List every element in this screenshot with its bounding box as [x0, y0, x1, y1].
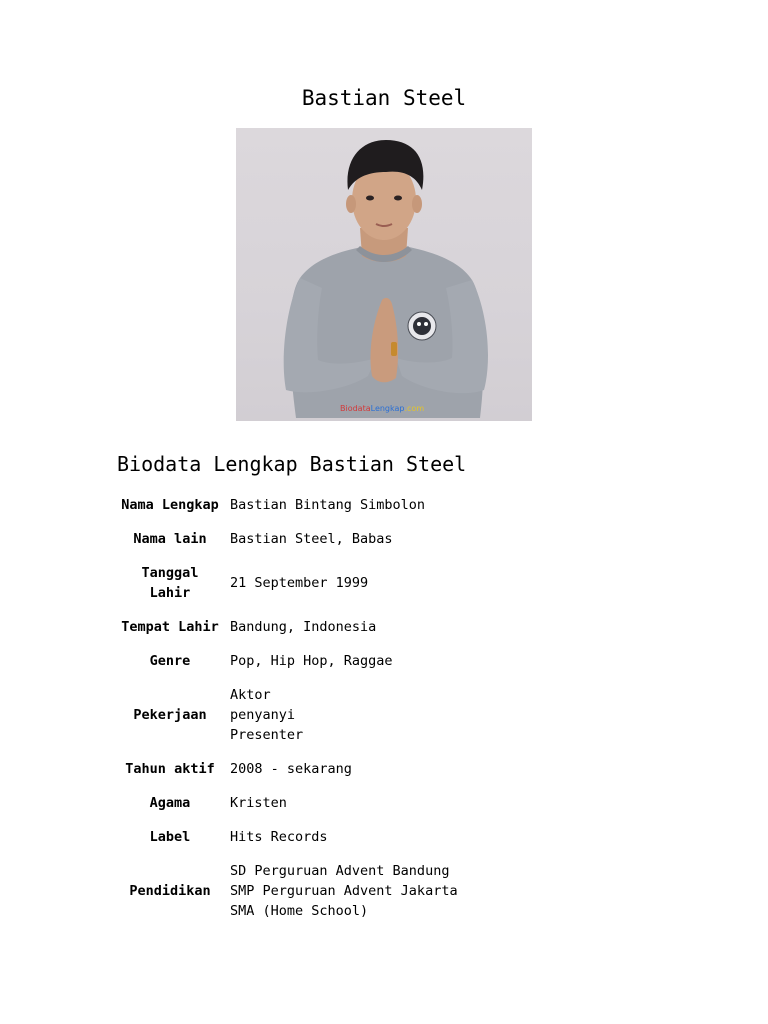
row-label: Tahun aktif: [125, 761, 215, 777]
row-value: [226, 488, 461, 522]
table-row: [116, 522, 461, 556]
row-value: [226, 854, 461, 928]
row-value: [226, 610, 461, 644]
row-value-line: 2008 - sekarang: [230, 761, 352, 777]
section-heading: Biodata Lengkap Bastian Steel: [117, 452, 467, 476]
row-value: [226, 752, 461, 786]
table-row: [116, 820, 461, 854]
row-value-line: SMP Perguruan Advent Jakarta: [230, 883, 458, 899]
row-value: [226, 786, 461, 820]
row-label: Nama Lengkap: [121, 497, 219, 513]
row-value-line: Bastian Steel, Babas: [230, 531, 393, 547]
table-row: [116, 786, 461, 820]
row-label: Agama: [149, 795, 191, 811]
row-label: Nama lain: [133, 531, 207, 547]
table-row: [116, 556, 461, 610]
row-value: [226, 820, 461, 854]
row-value-line: Bandung, Indonesia: [230, 619, 377, 635]
row-label: Genre: [149, 653, 191, 669]
row-label: Tanggal Lahir: [141, 565, 199, 601]
row-label: Pendidikan: [129, 883, 211, 899]
table-row: [116, 678, 461, 752]
table-row: [116, 610, 461, 644]
row-value: [226, 678, 461, 752]
row-value-line: 21 September 1999: [230, 575, 369, 591]
row-label: Pekerjaan: [133, 707, 207, 723]
row-value-line: penyanyi: [230, 707, 296, 723]
row-value: [226, 556, 461, 610]
row-label: Tempat Lahir: [121, 619, 219, 635]
photo-watermark: BiodataLengkap.com: [340, 404, 425, 413]
biodata-table-body: [116, 488, 461, 928]
table-row: [116, 644, 461, 678]
table-row: [116, 854, 461, 928]
table-row: [116, 488, 461, 522]
row-value-line: Bastian Bintang Simbolon: [230, 497, 426, 513]
row-value: [226, 644, 461, 678]
row-label: Label: [149, 829, 191, 845]
row-value-line: SD Perguruan Advent Bandung: [230, 863, 450, 879]
table-row: [116, 752, 461, 786]
row-value-line: Kristen: [230, 795, 287, 811]
person-illustration: [236, 128, 532, 421]
profile-photo: [236, 128, 532, 421]
row-value-line: Hits Records: [230, 829, 328, 845]
biodata-table: [116, 488, 461, 928]
row-value-line: Pop, Hip Hop, Raggae: [230, 653, 393, 669]
row-value: [226, 522, 461, 556]
row-value-line: Presenter: [230, 727, 304, 743]
row-value-line: SMA (Home School): [230, 903, 369, 919]
row-value-line: Aktor: [230, 687, 271, 703]
page-title: Bastian Steel: [301, 86, 467, 110]
